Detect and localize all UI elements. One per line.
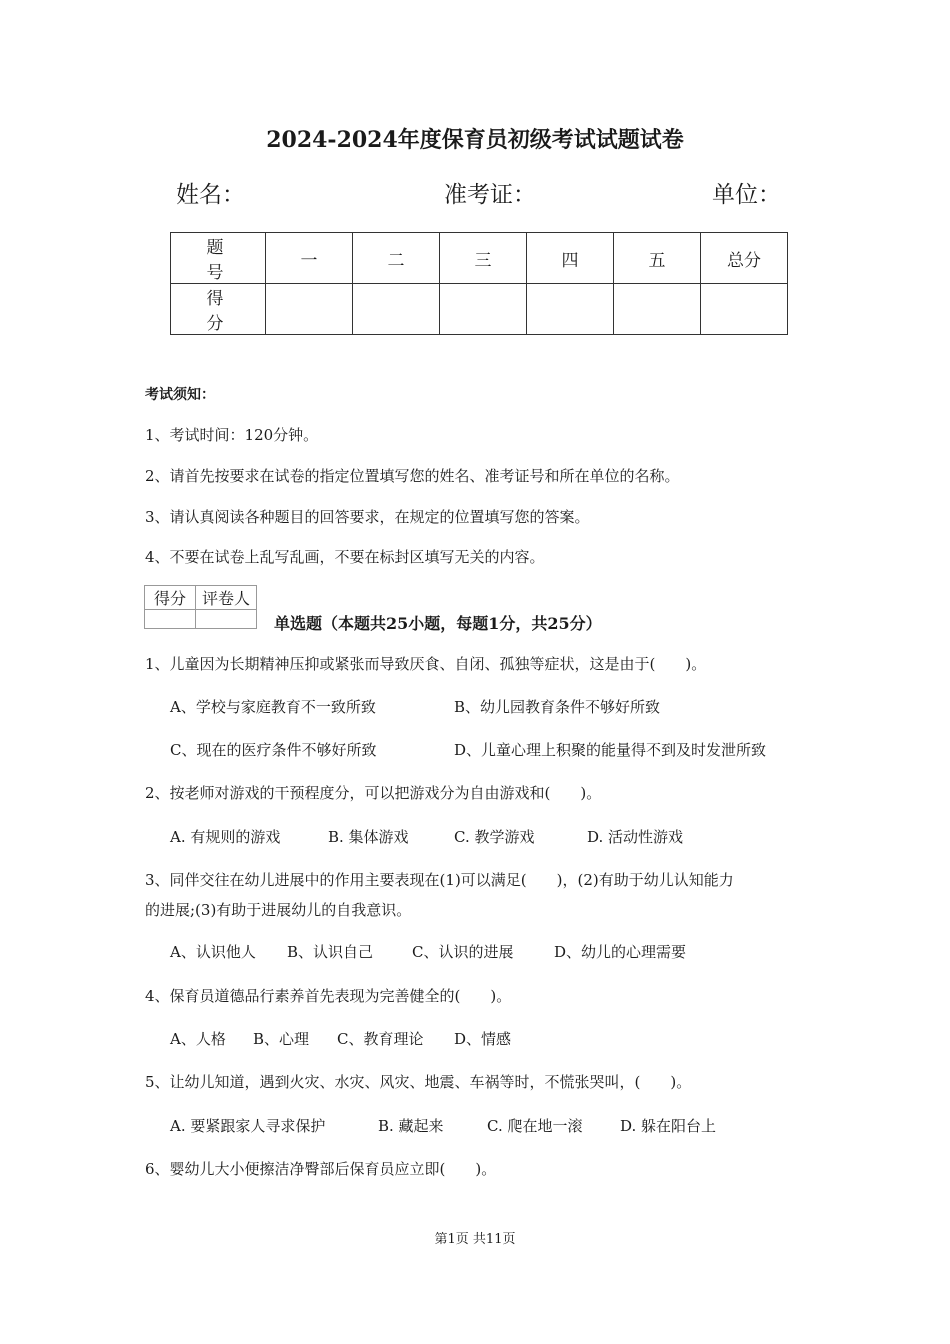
q2-option-c: C. 教学游戏 bbox=[454, 828, 535, 846]
exam-title: 2024-2024年度保育员初级考试试题试卷 bbox=[266, 127, 684, 153]
q4-option-b: B、心理 bbox=[253, 1030, 310, 1048]
question-1: 1、儿童因为长期精神压抑或紧张而导致厌食、自闭、孤独等症状，这是由于( )。 bbox=[145, 655, 707, 673]
question-4: 4、保育员道德品行素养首先表现为完善健全的( )。 bbox=[145, 987, 512, 1005]
notice-heading: 考试须知： bbox=[145, 387, 215, 403]
score-label: 得 分 bbox=[171, 284, 266, 335]
grader-score-cell[interactable] bbox=[145, 610, 196, 629]
score-cell[interactable] bbox=[614, 284, 701, 335]
section-5-header: 五 bbox=[614, 233, 701, 284]
q4-option-c: C、教育理论 bbox=[337, 1030, 424, 1048]
q4-option-d: D、情感 bbox=[454, 1030, 512, 1048]
q1-option-c: C、现在的医疗条件不够好所致 bbox=[170, 741, 377, 759]
total-header: 总分 bbox=[701, 233, 788, 284]
unit-field-label: 单位： bbox=[712, 182, 781, 208]
score-table bbox=[170, 232, 788, 335]
name-field-label: 姓名： bbox=[176, 182, 245, 208]
grader-score-label: 得分 bbox=[145, 586, 196, 610]
notice-item: 1、考试时间：120分钟。 bbox=[145, 426, 319, 444]
score-cell[interactable] bbox=[353, 284, 440, 335]
page-footer: 第1页 共11页 bbox=[434, 1232, 516, 1247]
q5-option-c: C. 爬在地一滚 bbox=[487, 1117, 583, 1135]
score-cell[interactable] bbox=[440, 284, 527, 335]
q5-option-d: D. 躲在阳台上 bbox=[620, 1117, 717, 1135]
q2-option-b: B. 集体游戏 bbox=[328, 828, 409, 846]
q1-option-d: D、儿童心理上积聚的能量得不到及时发泄所致 bbox=[454, 741, 767, 759]
notice-item: 4、不要在试卷上乱写乱画，不要在标封区填写无关的内容。 bbox=[145, 548, 545, 566]
q5-option-a: A. 要紧跟家人寻求保护 bbox=[170, 1117, 326, 1135]
q4-option-a: A、人格 bbox=[170, 1030, 226, 1048]
question-number-label: 题 号 bbox=[171, 233, 266, 284]
q3-option-c: C、认识的进展 bbox=[412, 943, 514, 961]
question-2: 2、按老师对游戏的干预程度分，可以把游戏分为自由游戏和( )。 bbox=[145, 784, 602, 802]
score-table-header-row bbox=[171, 233, 788, 284]
section-4-header: 四 bbox=[527, 233, 614, 284]
q3-option-a: A、认识他人 bbox=[170, 943, 256, 961]
ticket-field-label: 准考证： bbox=[444, 182, 536, 208]
notice-item: 2、请首先按要求在试卷的指定位置填写您的姓名、准考证号和所在单位的名称。 bbox=[145, 467, 680, 485]
score-table-score-row bbox=[171, 284, 788, 335]
q2-option-a: A. 有规则的游戏 bbox=[170, 828, 281, 846]
grader-reviewer-label: 评卷人 bbox=[196, 586, 257, 610]
grader-reviewer-cell[interactable] bbox=[196, 610, 257, 629]
q1-option-a: A、学校与家庭教育不一致所致 bbox=[170, 698, 376, 716]
notice-item: 3、请认真阅读各种题目的回答要求，在规定的位置填写您的答案。 bbox=[145, 508, 590, 526]
question-3-line-2: 的进展;(3)有助于进展幼儿的自我意识。 bbox=[145, 901, 412, 919]
question-5: 5、让幼儿知道，遇到火灾、水灾、风灾、地震、车祸等时，不慌张哭叫，( )。 bbox=[145, 1073, 692, 1091]
q2-option-d: D. 活动性游戏 bbox=[587, 828, 684, 846]
section-2-header: 二 bbox=[353, 233, 440, 284]
score-cell[interactable] bbox=[266, 284, 353, 335]
grader-box bbox=[144, 585, 257, 629]
q5-option-b: B. 藏起来 bbox=[378, 1117, 444, 1135]
section-1-header: 一 bbox=[266, 233, 353, 284]
q3-option-b: B、认识自己 bbox=[287, 943, 374, 961]
score-cell[interactable] bbox=[701, 284, 788, 335]
q1-option-b: B、幼儿园教育条件不够好所致 bbox=[454, 698, 661, 716]
question-6: 6、婴幼儿大小便擦洁净臀部后保育员应立即( )。 bbox=[145, 1160, 497, 1178]
q3-option-d: D、幼儿的心理需要 bbox=[554, 943, 687, 961]
score-cell[interactable] bbox=[527, 284, 614, 335]
question-3-line-1: 3、同伴交往在幼儿进展中的作用主要表现在(1)可以满足( )，(2)有助于幼儿认知能力 bbox=[145, 871, 734, 889]
section-3-header: 三 bbox=[440, 233, 527, 284]
section-title: 单选题（本题共25小题，每题1分，共25分） bbox=[274, 614, 602, 633]
